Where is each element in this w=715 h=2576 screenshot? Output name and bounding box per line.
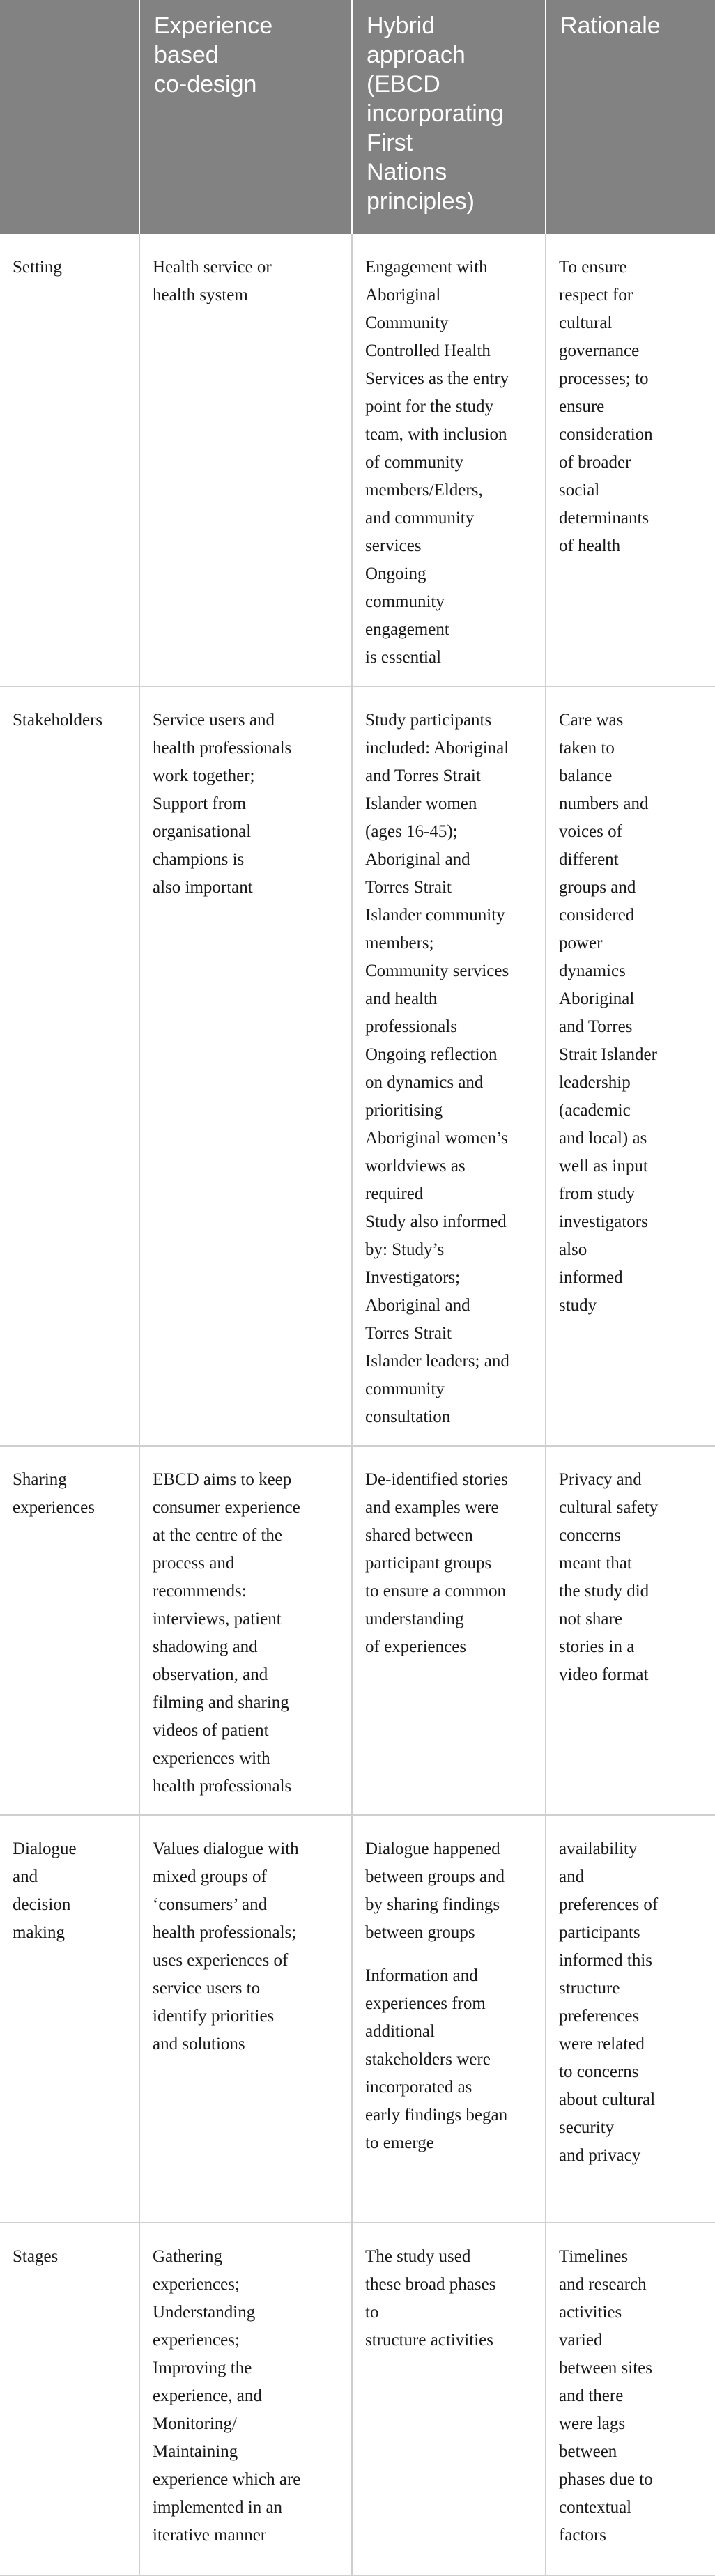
cell-text-line: members; xyxy=(365,934,434,952)
cell-text-line: community xyxy=(365,592,445,611)
cell-text-line: experiences; xyxy=(153,2331,240,2350)
ebcd-cell xyxy=(139,1446,352,1815)
cell-text-line: Study also informed xyxy=(365,1212,507,1231)
cell-text-line: and solutions xyxy=(153,2035,245,2053)
header-line: based xyxy=(154,42,219,68)
cell-paragraph xyxy=(153,2243,343,2550)
hybrid-cell xyxy=(352,2223,546,2575)
cell-text-line: Monitoring/ xyxy=(153,2414,237,2433)
cell-text-line: Dialogue xyxy=(13,1840,77,1858)
rationale-cell xyxy=(546,686,715,1446)
cell-text-line: Services as the entry xyxy=(365,369,509,388)
ebcd-cell xyxy=(139,686,352,1446)
cell-text-line: respect for xyxy=(559,286,633,304)
cell-text-line: Aboriginal and xyxy=(365,850,470,869)
cell-text-line: also important xyxy=(153,878,253,897)
cell-text-line: services xyxy=(365,537,422,555)
cell-text-line: and Torres xyxy=(559,1017,633,1036)
rationale-cell xyxy=(546,1446,715,1815)
table-row-stakeholders xyxy=(0,686,715,1446)
cell-text-line: decision xyxy=(13,1895,71,1914)
hybrid-cell xyxy=(352,1446,546,1815)
cell-text-line: governance xyxy=(559,341,640,360)
cell-text-line: availability xyxy=(559,1840,638,1858)
cell-text-line: engagement xyxy=(365,620,449,639)
cell-text-line: to concerns xyxy=(559,2062,639,2081)
cell-text-line: included: Aboriginal xyxy=(365,739,509,757)
table-row-setting xyxy=(0,234,715,686)
header-line: Nations xyxy=(367,159,447,185)
cell-text-line: of community xyxy=(365,453,463,472)
ebcd-cell xyxy=(139,234,352,686)
cell-text-line: social xyxy=(559,481,600,500)
header-line: Hybrid xyxy=(367,13,436,39)
cell-text-line: at the centre of the xyxy=(153,1526,283,1545)
cell-text-line: and examples were xyxy=(365,1498,499,1517)
cell-text-line: Torres Strait xyxy=(365,878,452,897)
cell-text-line: videos of patient xyxy=(153,1721,269,1740)
cell-text-line: to ensure a common xyxy=(365,1582,507,1601)
cell-text-line: consumer experience xyxy=(153,1498,300,1517)
cell-text-line: team, with inclusion xyxy=(365,425,507,444)
cell-text-line: professionals xyxy=(365,1017,457,1036)
cell-text-line: and xyxy=(13,1867,38,1886)
hybrid-cell xyxy=(352,686,546,1446)
cell-text-line: ‘consumers’ and xyxy=(153,1895,268,1914)
cell-text-line: observation, and xyxy=(153,1665,268,1684)
cell-text-line: Controlled Health xyxy=(365,341,491,360)
cell-text-line: to xyxy=(365,2303,379,2322)
cell-text-line: and privacy xyxy=(559,2146,641,2165)
cell-text-line: between sites xyxy=(559,2359,652,2377)
cell-text-line: De-identified stories xyxy=(365,1470,508,1489)
cell-text-line: Islander leaders; and xyxy=(365,1352,509,1371)
cell-text-line: about cultural xyxy=(559,2090,656,2109)
cell-text-line: required xyxy=(365,1185,424,1203)
cell-paragraph xyxy=(13,1466,130,1522)
cell-text-line: and xyxy=(559,1867,585,1886)
cell-text-line: ensure xyxy=(559,397,605,416)
table-header xyxy=(0,0,715,234)
cell-text-line: and Torres Strait xyxy=(365,766,481,785)
cell-text-line: were lags xyxy=(559,2414,626,2433)
header-cell-rationale xyxy=(546,0,715,234)
cell-text-line: shared between xyxy=(365,1526,473,1545)
cell-text-line: is essential xyxy=(365,648,442,667)
cell-paragraph xyxy=(13,254,130,281)
cell-paragraph xyxy=(559,254,707,560)
cell-paragraph xyxy=(365,1835,537,1947)
header-line: (EBCD xyxy=(367,71,440,98)
cell-text-line: cultural xyxy=(559,314,613,332)
cell-text-line: meant that xyxy=(559,1554,632,1573)
header-cell-hybrid-approach xyxy=(352,0,546,234)
cell-paragraph xyxy=(13,707,130,734)
header-line: co-design xyxy=(154,71,257,98)
cell-text-line: recommends: xyxy=(153,1582,247,1601)
cell-text-line: shadowing and xyxy=(153,1637,258,1656)
header-line: principles) xyxy=(367,188,475,215)
cell-text-line: considered xyxy=(559,906,635,925)
ebcd-cell xyxy=(139,1815,352,2223)
cell-text-line: Understanding xyxy=(153,2303,256,2322)
cell-text-line: determinants xyxy=(559,509,649,527)
cell-text-line: filming and sharing xyxy=(153,1693,289,1712)
rationale-cell xyxy=(546,2223,715,2575)
cell-text-line: experiences with xyxy=(153,1749,270,1768)
cell-text-line: investigators xyxy=(559,1212,648,1231)
hybrid-cell xyxy=(352,234,546,686)
cell-text-line: Aboriginal xyxy=(365,286,441,304)
cell-text-line: well as input xyxy=(559,1157,648,1175)
cell-text-line: participant groups xyxy=(365,1554,492,1573)
cell-text-line: uses experiences of xyxy=(153,1951,289,1970)
cell-text-line: informed this xyxy=(559,1951,653,1970)
cell-paragraph xyxy=(365,2243,537,2354)
cell-paragraph xyxy=(153,707,343,902)
cell-text-line: and research xyxy=(559,2275,647,2294)
cell-text-line: preferences of xyxy=(559,1895,659,1914)
cell-paragraph xyxy=(559,1835,707,2170)
cell-paragraph xyxy=(559,707,707,1320)
cell-text-line: informed xyxy=(559,1268,623,1287)
cell-text-line: Aboriginal and xyxy=(365,1296,470,1315)
cell-text-line: experience, and xyxy=(153,2386,262,2405)
cell-text-line: experiences from xyxy=(365,1994,486,2013)
cell-text-line: EBCD aims to keep xyxy=(153,1470,292,1489)
table-row-dialogue-decision-making xyxy=(0,1815,715,2223)
cell-text-line: between groups and xyxy=(365,1867,505,1886)
cell-text-line: organisational xyxy=(153,822,252,841)
cell-text-line: additional xyxy=(365,2022,435,2041)
cell-text-line: taken to xyxy=(559,739,615,757)
cell-text-line: between groups xyxy=(365,1923,475,1942)
cell-text-line: members/Elders, xyxy=(365,481,483,500)
cell-text-line: on dynamics and xyxy=(365,1073,484,1092)
row-label-cell xyxy=(0,2223,139,2575)
cell-text-line: power xyxy=(559,934,603,952)
cell-text-line: voices of xyxy=(559,822,622,841)
cell-text-line: video format xyxy=(559,1665,649,1684)
cell-text-line: To ensure xyxy=(559,258,627,277)
cell-text-line: experience which are xyxy=(153,2470,301,2489)
cell-text-line: Aboriginal women’s xyxy=(365,1129,508,1148)
header-cell-ebcd xyxy=(139,0,352,234)
cell-text-line: Ongoing reflection xyxy=(365,1045,498,1064)
cell-text-line: of health xyxy=(559,537,621,555)
cell-text-line: Gathering xyxy=(153,2247,222,2266)
cell-text-line: making xyxy=(13,1923,65,1942)
cell-text-line: and there xyxy=(559,2386,624,2405)
cell-text-line: Care was xyxy=(559,711,624,730)
cell-text-line: experiences xyxy=(13,1498,95,1517)
cell-text-line: health professionals xyxy=(153,1777,292,1796)
cell-text-line: between xyxy=(559,2442,617,2461)
cell-text-line: Engagement with xyxy=(365,258,488,277)
cell-text-line: champions is xyxy=(153,850,245,869)
cell-text-line: The study used xyxy=(365,2247,471,2266)
row-label-cell xyxy=(0,686,139,1446)
cell-text-line: activities xyxy=(559,2303,622,2322)
cell-text-line: experiences; xyxy=(153,2275,240,2294)
cell-text-line: balance xyxy=(559,766,613,785)
cell-text-line: mixed groups of xyxy=(153,1867,267,1886)
cell-paragraph xyxy=(559,2243,707,2550)
cell-text-line: Sharing xyxy=(13,1470,67,1489)
cell-text-line: processes; to xyxy=(559,369,649,388)
cell-paragraph xyxy=(365,1466,537,1661)
cell-text-line: work together; xyxy=(153,766,255,785)
cell-paragraph xyxy=(13,1835,130,1947)
cell-text-line: of experiences xyxy=(365,1637,467,1656)
cell-text-line: leadership xyxy=(559,1073,631,1092)
cell-text-line: Service users and xyxy=(153,711,275,730)
cell-text-line: and local) as xyxy=(559,1129,647,1148)
hybrid-cell xyxy=(352,1815,546,2223)
cell-text-line: understanding xyxy=(365,1610,464,1628)
cell-paragraph xyxy=(153,254,343,309)
rationale-cell xyxy=(546,1815,715,2223)
cell-text-line: contextual xyxy=(559,2498,632,2517)
cell-text-line: consideration xyxy=(559,425,653,444)
cell-text-line: Islander community xyxy=(365,906,505,925)
cell-text-line: Islander women xyxy=(365,794,477,813)
cell-text-line: different xyxy=(559,850,619,869)
cell-text-line: also xyxy=(559,1240,587,1259)
cell-text-line: worldviews as xyxy=(365,1157,466,1175)
row-label-cell xyxy=(0,1446,139,1815)
cell-text-line: study xyxy=(559,1296,597,1315)
cell-text-line: and health xyxy=(365,989,438,1008)
table-row-stages xyxy=(0,2223,715,2575)
cell-text-line: incorporated as xyxy=(365,2078,472,2097)
cell-text-line: Aboriginal xyxy=(559,989,635,1008)
cell-text-line: process and xyxy=(153,1554,235,1573)
cell-text-line: identify priorities xyxy=(153,2007,275,2026)
header-line: incorporating xyxy=(367,100,504,127)
row-label-cell xyxy=(0,1815,139,2223)
cell-text-line: health system xyxy=(153,286,248,304)
cell-text-line: Health service or xyxy=(153,258,272,277)
cell-text-line: security xyxy=(559,2118,615,2137)
header-cell-empty xyxy=(0,0,139,234)
cell-text-line: of broader xyxy=(559,453,631,472)
cell-text-line: Investigators; xyxy=(365,1268,461,1287)
header-line: Rationale xyxy=(560,13,661,39)
cell-text-line: (ages 16-45); xyxy=(365,822,458,841)
cell-text-line: structure xyxy=(559,1979,620,1998)
cell-text-line: Community xyxy=(365,314,449,332)
table-row-sharing-experiences xyxy=(0,1446,715,1815)
cell-text-line: service users to xyxy=(153,1979,261,1998)
cell-text-line: by sharing findings xyxy=(365,1895,500,1914)
cell-text-line: Strait Islander xyxy=(559,1045,657,1064)
cell-paragraph xyxy=(559,1466,707,1689)
cell-text-line: stories in a xyxy=(559,1637,635,1656)
cell-text-line: Timelines xyxy=(559,2247,629,2266)
cell-text-line: Torres Strait xyxy=(365,1324,452,1343)
cell-text-line: health professionals xyxy=(153,739,292,757)
table-body xyxy=(0,234,715,2575)
cell-text-line: interviews, patient xyxy=(153,1610,282,1628)
cell-text-line: dynamics xyxy=(559,962,626,980)
cell-text-line: Stakeholders xyxy=(13,711,103,730)
header-row xyxy=(0,0,715,234)
cell-paragraph xyxy=(365,707,537,1431)
cell-text-line: Improving the xyxy=(153,2359,252,2377)
cell-text-line: participants xyxy=(559,1923,640,1942)
cell-text-line: community xyxy=(365,1380,445,1398)
cell-paragraph xyxy=(13,2243,130,2271)
cell-text-line: varied xyxy=(559,2331,603,2350)
cell-text-line: Privacy and xyxy=(559,1470,642,1489)
cell-text-line: prioritising xyxy=(365,1101,443,1120)
cell-text-line: cultural safety xyxy=(559,1498,659,1517)
header-line: First xyxy=(367,130,413,156)
cell-text-line: Ongoing xyxy=(365,564,426,583)
rationale-cell xyxy=(546,234,715,686)
cell-text-line: and community xyxy=(365,509,475,527)
cell-text-line: implemented in an xyxy=(153,2498,283,2517)
cell-text-line: structure activities xyxy=(365,2331,493,2350)
cell-text-line: groups and xyxy=(559,878,636,897)
cell-text-line: iterative manner xyxy=(153,2526,267,2545)
cell-paragraph xyxy=(153,1466,343,1800)
cell-paragraph xyxy=(365,254,537,672)
cell-text-line: Setting xyxy=(13,258,62,277)
cell-text-line: not share xyxy=(559,1610,622,1628)
cell-text-line: were related xyxy=(559,2035,645,2053)
cell-text-line: these broad phases xyxy=(365,2275,496,2294)
cell-text-line: early findings began xyxy=(365,2106,508,2124)
cell-text-line: phases due to xyxy=(559,2470,653,2489)
cell-text-line: Values dialogue with xyxy=(153,1840,299,1858)
cell-paragraph xyxy=(153,1835,343,2058)
cell-text-line: Maintaining xyxy=(153,2442,238,2461)
cell-text-line: the study did xyxy=(559,1582,649,1601)
cell-text-line: by: Study’s xyxy=(365,1240,445,1259)
cell-text-line: from study xyxy=(559,1185,636,1203)
cell-text-line: stakeholders were xyxy=(365,2050,491,2069)
cell-text-line: Information and xyxy=(365,1966,478,1985)
cell-text-line: Dialogue happened xyxy=(365,1840,500,1858)
cell-text-line: numbers and xyxy=(559,794,649,813)
cell-text-line: to emerge xyxy=(365,2134,434,2152)
cell-text-line: Support from xyxy=(153,794,247,813)
cell-text-line: Study participants xyxy=(365,711,492,730)
row-label-cell xyxy=(0,234,139,686)
cell-paragraph xyxy=(365,1962,537,2157)
cell-text-line: preferences xyxy=(559,2007,640,2026)
cell-text-line: factors xyxy=(559,2526,607,2545)
cell-text-line: (academic xyxy=(559,1101,631,1120)
cell-text-line: Community services xyxy=(365,962,509,980)
cell-text-line: health professionals; xyxy=(153,1923,297,1942)
cell-text-line: concerns xyxy=(559,1526,621,1545)
header-line: approach xyxy=(367,42,466,68)
header-line: Experience xyxy=(154,13,273,39)
ebcd-cell xyxy=(139,2223,352,2575)
cell-text-line: point for the study xyxy=(365,397,494,416)
cell-text-line: consultation xyxy=(365,1407,451,1426)
cell-text-line: Stages xyxy=(13,2247,59,2266)
